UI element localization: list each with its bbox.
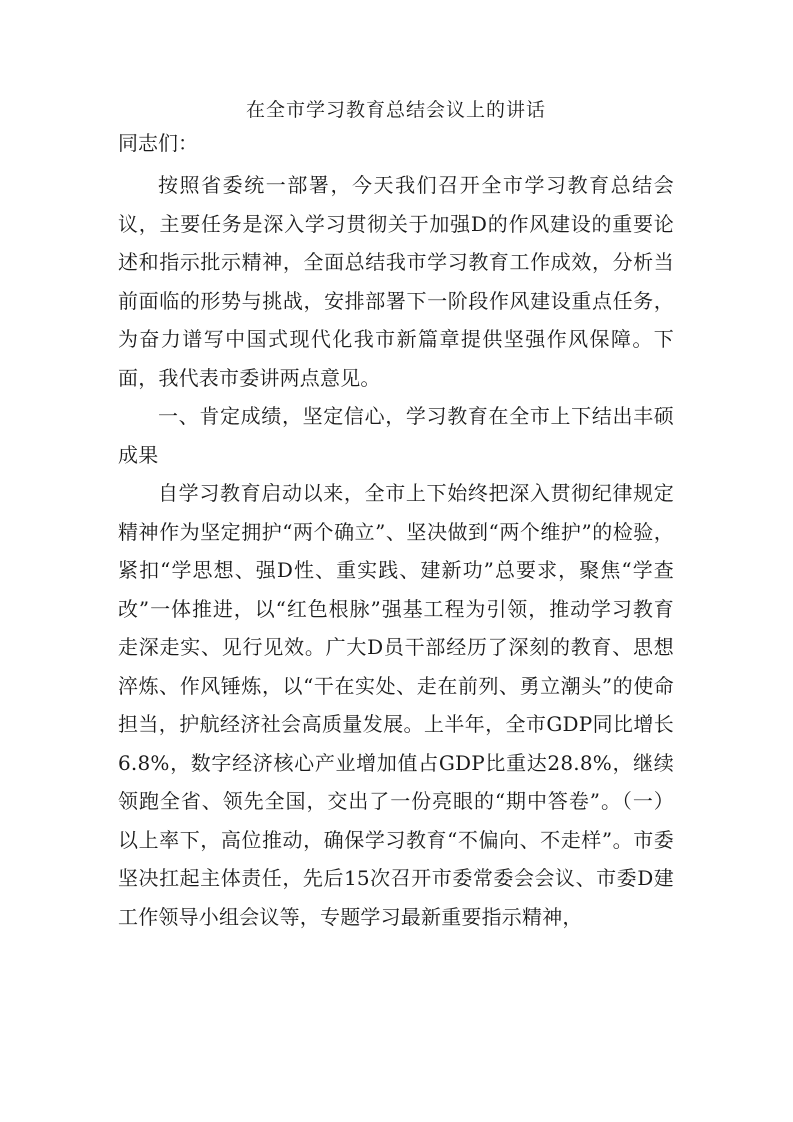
document-page <box>118 96 674 936</box>
paragraph-intro: 按照省委统一部署，今天我们召开全市学习教育总结会议，主要任务是深入学习贯彻关于加强D的作风建设的重要论述和指示批示精神，全面总结我市学习教育工作成效，分析当前面临的形势与挑战，安排部署下一阶段作风建设重点任务，为奋力谱写中国式现代化我市新篇章提供坚强作风保障。下面，我代表市委讲两点意见。 <box>118 173 674 390</box>
section-heading: 一、肯定成绩，坚定信心，学习教育在全市上下结出丰硕成果 <box>118 404 674 467</box>
salutation: 同志们： <box>118 131 198 155</box>
document-title: 在全市学习教育总结会议上的讲话 <box>245 99 546 121</box>
paragraph-body: 自学习教育启动以来，全市上下始终把深入贯彻纪律规定精神作为坚定拥护“两个确立”、坚决做到“两个维护”的检验，紧扣“学思想、强D性、重实践、建新功”总要求，聚焦“学查改”一体推进，以“红色根脉”强基工程为引领，推动学习教育走深走实、见行见效。广大D员干部经历了深刻的教育、思想淬炼、作风锤炼，以“干在实处、走在前列、勇立潮头”的使命担当，护航经济社会高质量发展。上半年，全市GDP同比增长6.8%，数字经济核心产业增加值占GDP比重达28.8%，继续领跑全省、领先全国，交出了一份亮眼的“期中答卷”。（一）以上率下，高位推动，确保学习教育“不偏向、不走样”。市委坚决扛起主体责任，先后15次召开市委常委会会议、市委D建工作领导小组会议等，专题学习最新重要指示精神， <box>118 481 674 929</box>
